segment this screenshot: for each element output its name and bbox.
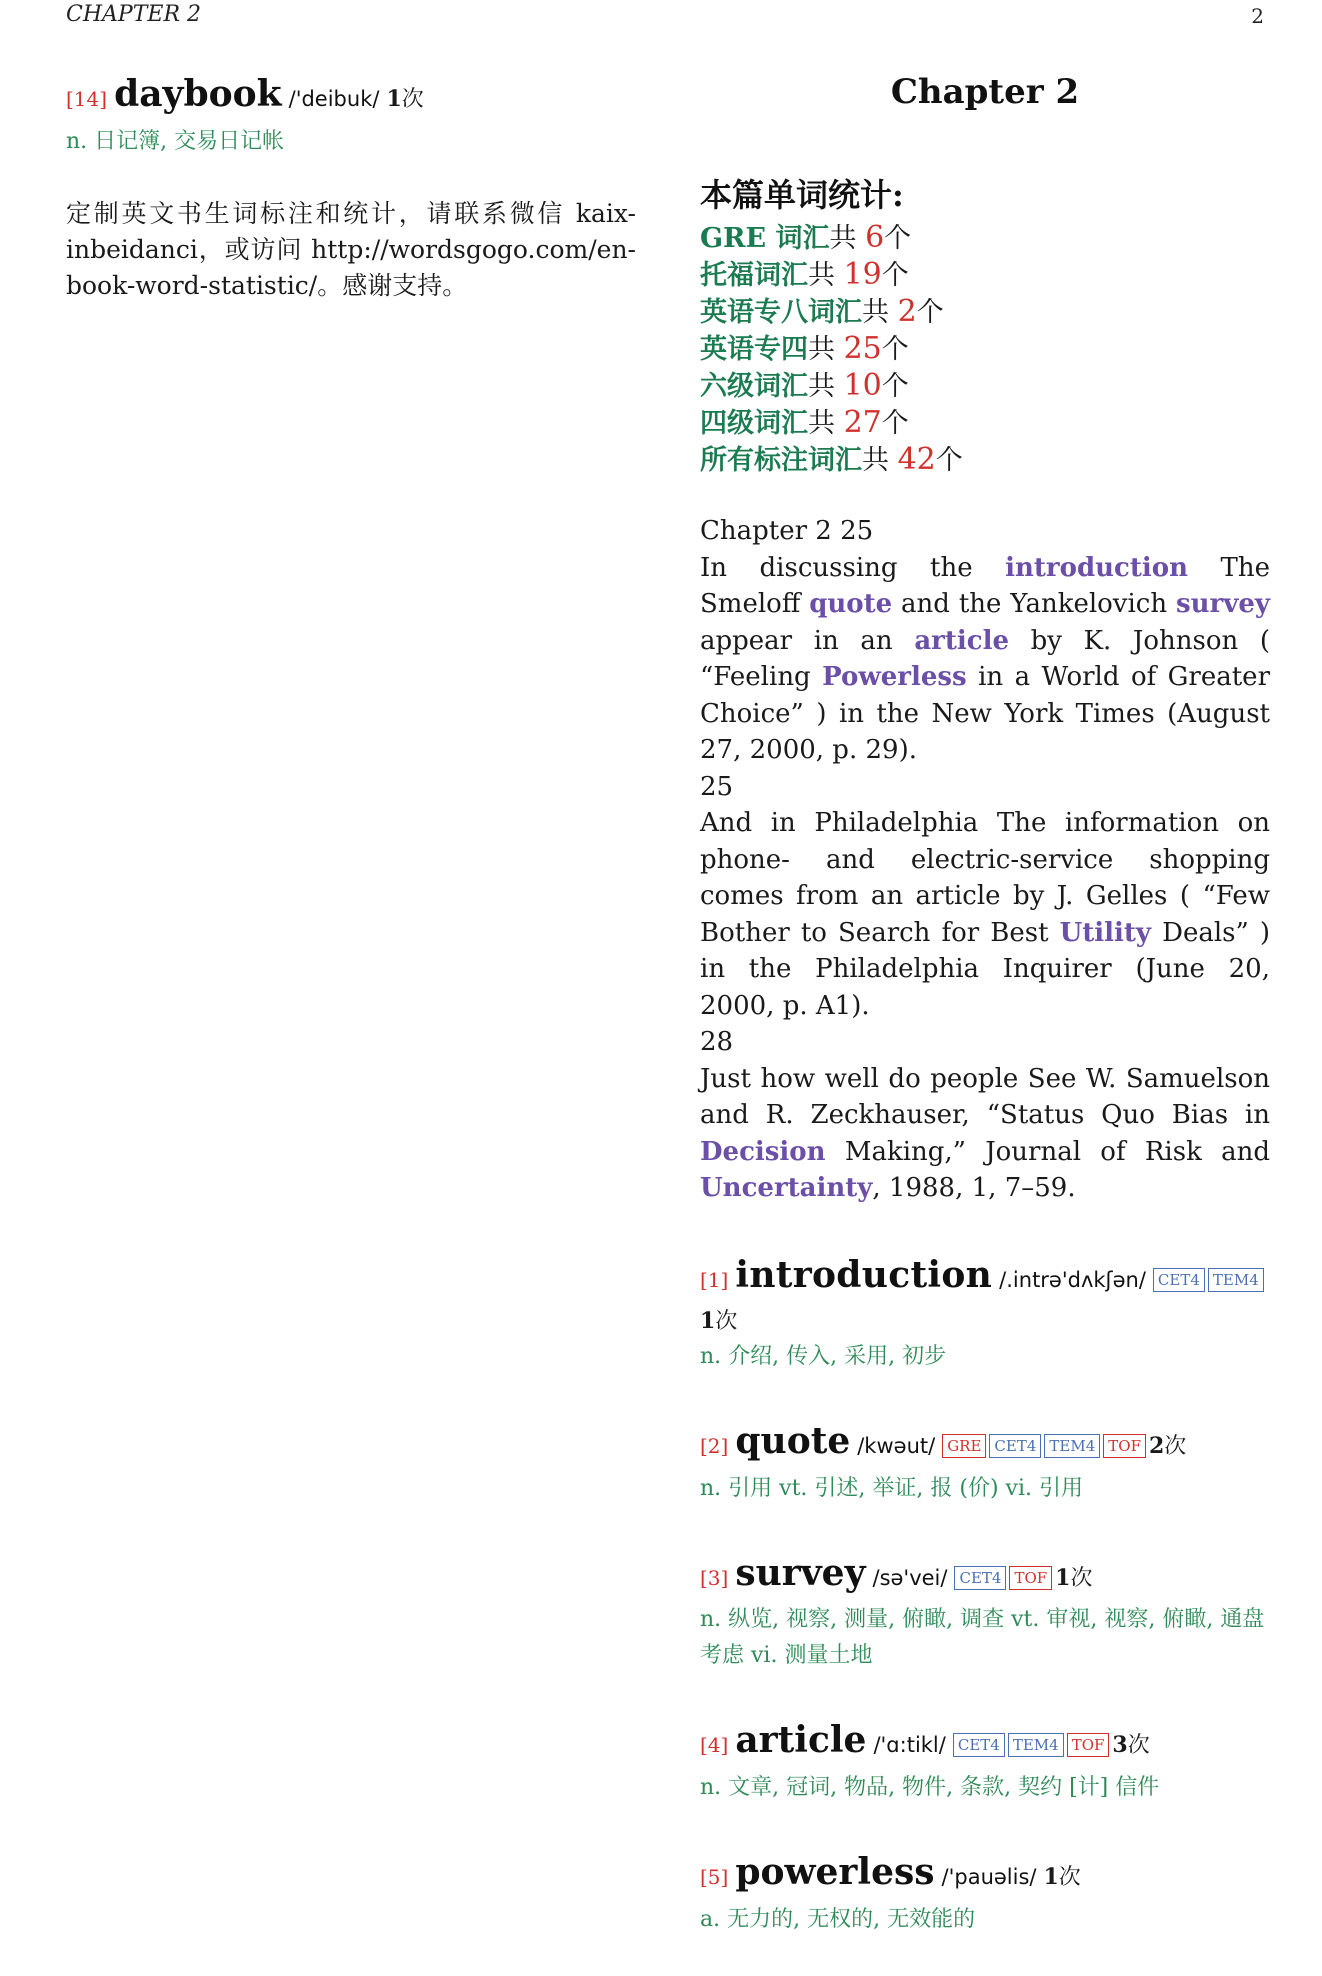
stats-count: 25: [843, 331, 882, 366]
stats-title: 本篇单词统计:: [700, 176, 904, 214]
stats-line: [700, 220, 1270, 257]
notes-text: [700, 513, 1270, 1207]
vocab-entry-survey: [700, 1545, 1270, 1675]
entry-word: article: [735, 1719, 867, 1762]
keyword-powerless: Powerless: [822, 662, 967, 692]
text-run: Just how well do people See W. Samuelson and R. Zeckhauser, “Status Quo Bias in: [700, 1063, 1270, 1130]
stats-gong: 共: [808, 260, 844, 291]
stats-count: 6: [865, 220, 885, 255]
entry-count-unit: 次: [1070, 1565, 1093, 1591]
level-tag: CET4: [989, 1434, 1041, 1458]
notes-paragraph: [700, 1061, 1270, 1207]
entry-count-number: 2: [1148, 1433, 1165, 1460]
entry-count-number: 1: [1043, 1864, 1059, 1891]
entry-word: daybook: [114, 73, 282, 115]
level-tag: TOF: [1009, 1566, 1052, 1590]
entry-definition: n. 文章, 冠词, 物品, 物件, 条款, 契约 [计] 信件: [700, 1775, 1160, 1801]
stats-unit: 个: [881, 334, 909, 365]
stats-gong: 共: [862, 297, 898, 328]
level-tag: TOF: [1067, 1733, 1110, 1757]
vocab-entry-quote: [700, 1413, 1270, 1507]
page-number: 2: [1251, 4, 1264, 28]
stats-gong: 共: [808, 371, 844, 402]
text-run: appear in an: [700, 625, 915, 656]
stats-unit: 个: [916, 297, 944, 328]
stats-count: 2: [897, 294, 917, 329]
stats-line: [700, 442, 1270, 479]
chapter-title: Chapter 2: [890, 72, 1080, 112]
level-tag: CET4: [1153, 1268, 1205, 1292]
entry-phonetic: /'pauəlis/: [941, 1865, 1037, 1890]
text-run: In discussing the: [700, 552, 1006, 583]
stats-label: 四级词汇: [700, 408, 808, 439]
entry-count-number: 1: [386, 86, 402, 112]
text-run: Making,” Journal of Risk and: [825, 1136, 1270, 1167]
entry-phonetic: /kwəut/: [857, 1434, 936, 1459]
entry-count-unit: 次: [1164, 1434, 1187, 1460]
left-column: [66, 66, 636, 304]
stats-unit: 个: [881, 408, 909, 439]
stats-line: [700, 257, 1270, 294]
entry-word: powerless: [735, 1851, 935, 1894]
entry-definition: n. 纵览, 视察, 测量, 俯瞰, 调查 vt. 审视, 视察, 俯瞰, 通盘考虑 vi. 测量土地: [700, 1607, 1265, 1669]
entry-count-number: 1: [700, 1308, 716, 1335]
stats-line: [700, 294, 1270, 331]
level-tag: CET4: [954, 1566, 1006, 1590]
entry-definition: n. 日记簿, 交易日记帐: [66, 128, 285, 154]
stats-count: 42: [897, 442, 936, 477]
entry-definition: n. 引用 vt. 引述, 举证, 报 (价) vi. 引用: [700, 1475, 1083, 1501]
keyword-article: article: [914, 625, 1009, 656]
stats-unit: 个: [881, 371, 909, 402]
stats-label: 英语专八词汇: [700, 297, 862, 328]
entry-count-unit: 次: [1127, 1733, 1150, 1759]
stats-unit: 个: [935, 445, 963, 476]
keyword-utility: Utility: [1059, 917, 1152, 948]
keyword-uncertainty: Uncertainty: [700, 1173, 873, 1203]
entry-index: [4]: [700, 1733, 729, 1758]
stats-unit: 个: [884, 223, 912, 254]
stats-gong: 共: [829, 223, 866, 254]
text-run: , 1988, 1, 7–59.: [872, 1173, 1076, 1203]
entry-phonetic: /'deibuk/: [288, 87, 380, 111]
text-run: by K. Johnson ( “Feeling: [700, 625, 1270, 692]
text-run: The Smeloff: [700, 552, 1270, 619]
entry-count-unit: 次: [401, 87, 424, 112]
entry-word: quote: [735, 1420, 851, 1463]
level-tag: TOF: [1103, 1434, 1146, 1458]
keyword-quote: quote: [809, 589, 893, 619]
stats-gong: 共: [862, 445, 898, 476]
stats-label: GRE 词汇: [700, 223, 830, 254]
stats-count: 10: [843, 368, 882, 403]
stats-label: 托福词汇: [700, 260, 808, 291]
stats-line: [700, 405, 1270, 442]
stats-unit: 个: [881, 260, 909, 291]
stats-label: 英语专四: [700, 334, 808, 365]
level-tag: TEM4: [1008, 1733, 1064, 1757]
stats-gong: 共: [808, 408, 844, 439]
stats-label: 六级词汇: [700, 371, 808, 402]
entry-count-number: 3: [1112, 1732, 1128, 1759]
entry-word: survey: [735, 1551, 866, 1594]
entry-index: [3]: [700, 1565, 729, 1590]
level-tag: CET4: [953, 1733, 1005, 1757]
running-head: CHAPTER 2: [66, 2, 201, 27]
entry-count-number: 1: [1055, 1564, 1071, 1591]
keyword-survey: survey: [1176, 589, 1271, 619]
notes-paragraph: [700, 550, 1270, 769]
vocab-entry-daybook: [66, 66, 636, 160]
entry-phonetic: /'ɑ:tikl/: [873, 1733, 946, 1758]
entry-phonetic: /.intrə'dʌkʃən/: [999, 1267, 1146, 1292]
notes-paragraph: [700, 805, 1270, 1024]
custom-service-note: 定制英文书生词标注和统计，请联系微信 kaix-inbeidanci，或访问 http://wordsgogo.com/en-book-word-statistic/。感谢支持。: [66, 198, 636, 300]
entry-phonetic: /sə'vei/: [872, 1565, 948, 1590]
vocab-entry-introduction: [700, 1247, 1270, 1376]
text-run: and the Yankelovich: [892, 589, 1177, 619]
entry-index: [5]: [700, 1865, 729, 1890]
notes-line: 25: [700, 771, 734, 802]
right-column: [700, 66, 1270, 1976]
vocab-list: [700, 1247, 1270, 1938]
keyword-decision: Decision: [700, 1136, 826, 1167]
notes-line: 28: [700, 1027, 734, 1057]
level-tag: TEM4: [1044, 1434, 1100, 1458]
keyword-introduction: introduction: [1005, 552, 1189, 583]
text-run: And in Philadelphia The information on phone- and electric-service shopping comes from an article by J. Gelles ( “Few Bother to Search for Best: [700, 808, 1270, 948]
stats-gong: 共: [808, 334, 844, 365]
entry-definition: n. 介绍, 传入, 采用, 初步: [700, 1344, 947, 1370]
entry-definition: a. 无力的, 无权的, 无效能的: [700, 1906, 976, 1932]
stats-list: [700, 220, 1270, 479]
stats-count: 27: [843, 405, 882, 440]
entry-word: introduction: [735, 1253, 993, 1296]
entry-index: [14]: [66, 87, 108, 111]
stats-line: [700, 331, 1270, 368]
entry-count-unit: 次: [715, 1309, 738, 1335]
stats-label: 所有标注词汇: [700, 445, 862, 476]
word-stats: [700, 170, 1270, 479]
stats-count: 19: [843, 257, 882, 292]
text-run: in a World of Greater Choice” ) in the New York Times (August 27, 2000, p. 29).: [700, 662, 1271, 765]
entry-index: [1]: [700, 1267, 729, 1292]
notes-line: Chapter 2 25: [700, 516, 874, 546]
entry-count-unit: 次: [1058, 1865, 1081, 1891]
vocab-entry-article: [700, 1712, 1270, 1806]
stats-line: [700, 368, 1270, 405]
entry-index: [2]: [700, 1434, 729, 1459]
level-tag: GRE: [942, 1434, 986, 1458]
vocab-entry-powerless: [700, 1844, 1270, 1938]
level-tag: TEM4: [1208, 1268, 1264, 1292]
text-run: Deals” ) in the Philadelphia Inquirer (June 20, 2000, p. A1).: [700, 917, 1270, 1021]
